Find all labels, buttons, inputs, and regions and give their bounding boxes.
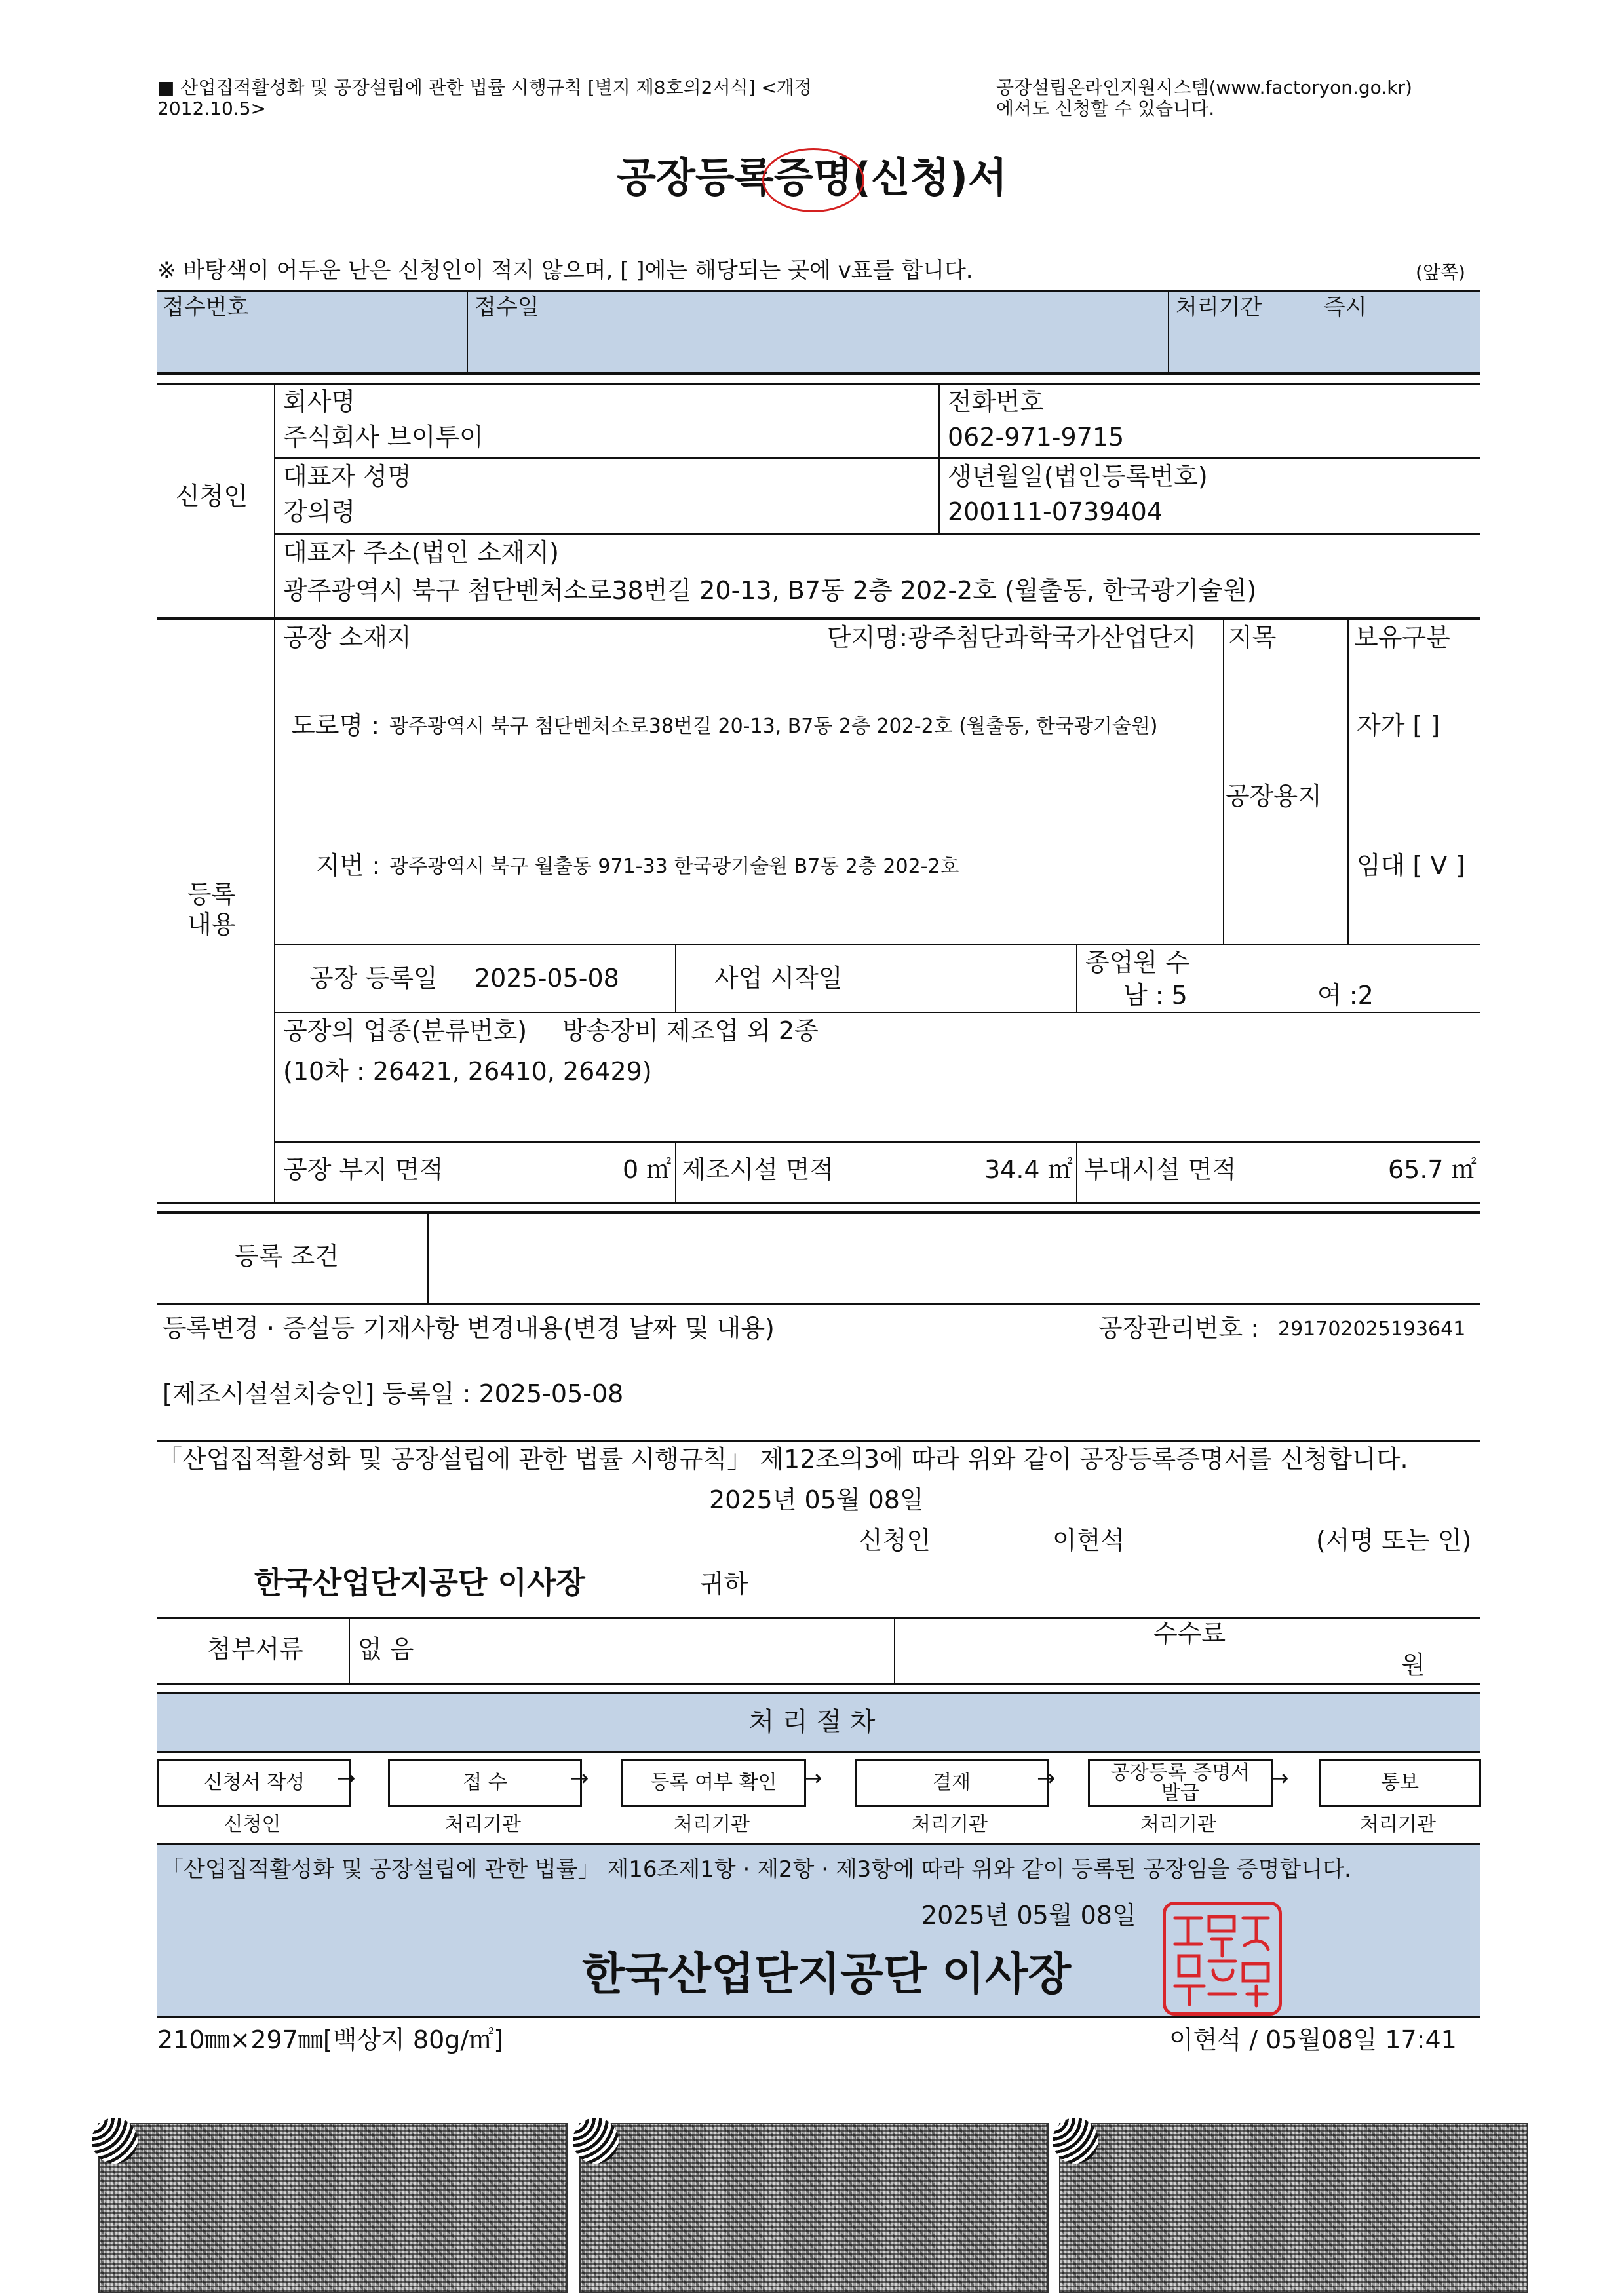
legal-reference-line1: ■ 산업집적활성화 및 공장설립에 관한 법률 시행규칙 [별지 제8호의2서식] <개정 [157,77,812,98]
red-circle-mark [762,148,864,212]
phone-label: 전화번호 [948,387,1044,416]
manufacturing-area-label: 제조시설 면적 [682,1155,834,1184]
business-start-label: 사업 시작일 [714,964,843,993]
changes-label: 등록변경 · 증설등 기재사항 변경내용(변경 날짜 및 내용) [163,1314,775,1343]
title-prefix: 공장등록 [617,153,774,201]
attachments-value: 없 음 [358,1635,414,1664]
representative-value: 강의령 [283,497,356,526]
registration-section-label-2: 내용 [187,910,236,939]
own-option[interactable]: 자가 [ ] [1357,711,1440,740]
registration-conditions-label: 등록 조건 [235,1242,339,1271]
phone-value: 062-971-9715 [948,423,1125,451]
change-entry: [제조시설설치승인] 등록일 : 2025-05-08 [163,1379,624,1408]
step-receipt: 접 수 [388,1759,582,1807]
paper-spec: 210㎜×297㎜[백상지 80g/㎡] [157,2025,504,2054]
certification-issuer: 한국산업단지공단 이사장 [582,1949,1072,2000]
security-barcode [579,2123,1049,2293]
applicant-section-label: 신청인 [176,482,248,510]
title-suffix: (신청)서 [852,153,1007,201]
step-actor: 처리기관 [445,1813,521,1836]
step-actor: 처리기관 [674,1813,750,1836]
declaration-date: 2025년 05월 08일 [709,1485,924,1514]
rep-address-label: 대표자 주소(법인 소재지) [283,538,559,567]
management-number-label: 공장관리번호 : [1098,1314,1260,1343]
declaration-text: 「산업집적활성화 및 공장설립에 관한 법률 시행규칙」 제12조의3에 따라 위와 같이 공장등록증명서를 신청합니다. [157,1445,1408,1474]
step-review: 등록 여부 확인 [621,1759,806,1807]
female-employees: 여 :2 [1317,981,1374,1010]
security-barcode [98,2123,568,2293]
barcode-corner-icon [92,2118,138,2164]
applicant-signature-name: 이현석 [1053,1526,1125,1555]
road-address-label: 도로명 : [291,711,380,740]
lot-address-value: 광주광역시 북구 월출동 971-33 한국광기술원 B7동 2층 202-2호 [389,855,959,878]
arrow-icon: → [1037,1765,1056,1791]
site-area-label: 공장 부지 면적 [283,1155,444,1184]
lot-address-label: 지번 : [316,851,381,880]
arrow-icon: → [803,1765,822,1791]
company-name-value: 주식회사 브이투이 [283,423,484,451]
legal-reference-line2: 2012.10.5> [157,98,266,119]
seal-pattern-icon [1166,1905,1279,2012]
title-circled-word: 증명 [774,157,853,198]
representative-label: 대표자 성명 [283,462,412,491]
step-approval: 결재 [855,1759,1049,1807]
industry-label: 공장의 업종(분류번호) [283,1016,528,1045]
step-notification: 통보 [1319,1759,1481,1807]
arrow-icon: → [570,1765,589,1791]
processing-period-value: 즉시 [1324,294,1367,320]
security-barcode [1059,2123,1528,2293]
receipt-date-label: 접수일 [474,294,539,320]
certification-text: 「산업집적활성화 및 공장설립에 관한 법률」 제16조제1항 · 제2항 · 제3항에 따라 위와 같이 등록된 공장임을 증명합니다. [161,1856,1351,1883]
birth-regno-value: 200111-0739404 [948,497,1163,526]
online-system-line1: 공장설립온라인지원시스템(www.factoryon.go.kr) [996,77,1412,98]
road-address-value: 광주광역시 북구 첨단벤처소로38번길 20-13, B7동 2층 202-2호 (월출동, 한국광기술원) [389,715,1158,738]
receipt-number-label: 접수번호 [163,294,249,320]
management-number-value: 291702025193641 [1278,1318,1466,1341]
notice-text: ※ 바탕색이 어두운 난은 신청인이 적지 않으며, [ ]에는 해당되는 곳에 v표를 합니다. [157,258,973,284]
applicant-signature-label: 신청인 [859,1526,931,1555]
receipt-row-shade [157,291,1480,372]
registration-date-value: 2025-05-08 [474,964,619,993]
ownership-label: 보유구분 [1354,623,1450,652]
step-issuance: 공장등록 증명서발급 [1088,1759,1273,1807]
page-title [0,153,1624,201]
issue-stamp: 이현석 / 05월08일 17:41 [1169,2025,1457,2054]
addressee: 한국산업단지공단 이사장 [254,1565,585,1600]
registration-date-label: 공장 등록일 [309,964,438,993]
manufacturing-area-value: 34.4 ㎡ [984,1155,1073,1184]
addressee-suffix: 귀하 [700,1569,748,1598]
land-category-value: 공장용지 [1226,782,1322,811]
factory-location-label: 공장 소재지 [283,623,412,652]
auxiliary-area-value: 65.7 ㎡ [1388,1155,1477,1184]
industrial-complex-name: 단지명:광주첨단과학국가산업단지 [827,623,1197,652]
step-actor: 신청인 [223,1813,281,1836]
male-employees: 남 : 5 [1123,981,1188,1010]
auxiliary-area-label: 부대시설 면적 [1084,1155,1237,1184]
industry-codes: (10차 : 26421, 26410, 26429) [283,1057,652,1086]
step-actor: 처리기관 [1360,1813,1436,1836]
birth-regno-label: 생년월일(법인등록번호) [948,462,1208,491]
official-seal-stamp [1163,1902,1282,2016]
arrow-icon: → [337,1765,356,1791]
arrow-icon: → [1270,1765,1289,1791]
procedure-title: 처 리 절 차 [748,1707,876,1737]
site-area-value: 0 ㎡ [623,1155,672,1184]
barcode-corner-icon [573,2118,619,2164]
step-actor: 처리기관 [912,1813,988,1836]
employees-label: 종업원 수 [1085,948,1189,977]
page-side-label: (앞쪽) [1416,261,1465,283]
barcode-corner-icon [1053,2118,1098,2164]
fee-unit: 원 [1401,1651,1425,1679]
processing-period-label: 처리기간 [1176,294,1262,320]
online-system-line2: 에서도 신청할 수 있습니다. [996,98,1215,119]
industry-value: 방송장비 제조업 외 2종 [562,1016,819,1045]
land-category-label: 지목 [1228,623,1277,652]
lease-option[interactable]: 임대 [ V ] [1357,851,1465,880]
fee-label: 수수료 [1153,1619,1226,1648]
certification-date: 2025년 05월 08일 [921,1901,1136,1930]
rep-address-value: 광주광역시 북구 첨단벤처소로38번길 20-13, B7동 2층 202-2호 (월출동, 한국광기술원) [283,576,1257,605]
company-name-label: 회사명 [283,387,356,416]
step-actor: 처리기관 [1140,1813,1216,1836]
step-application: 신청서 작성 [157,1759,351,1807]
attachments-label: 첨부서류 [207,1635,303,1664]
signature-note: (서명 또는 인) [1316,1526,1472,1555]
registration-section-label-1: 등록 [187,880,236,909]
